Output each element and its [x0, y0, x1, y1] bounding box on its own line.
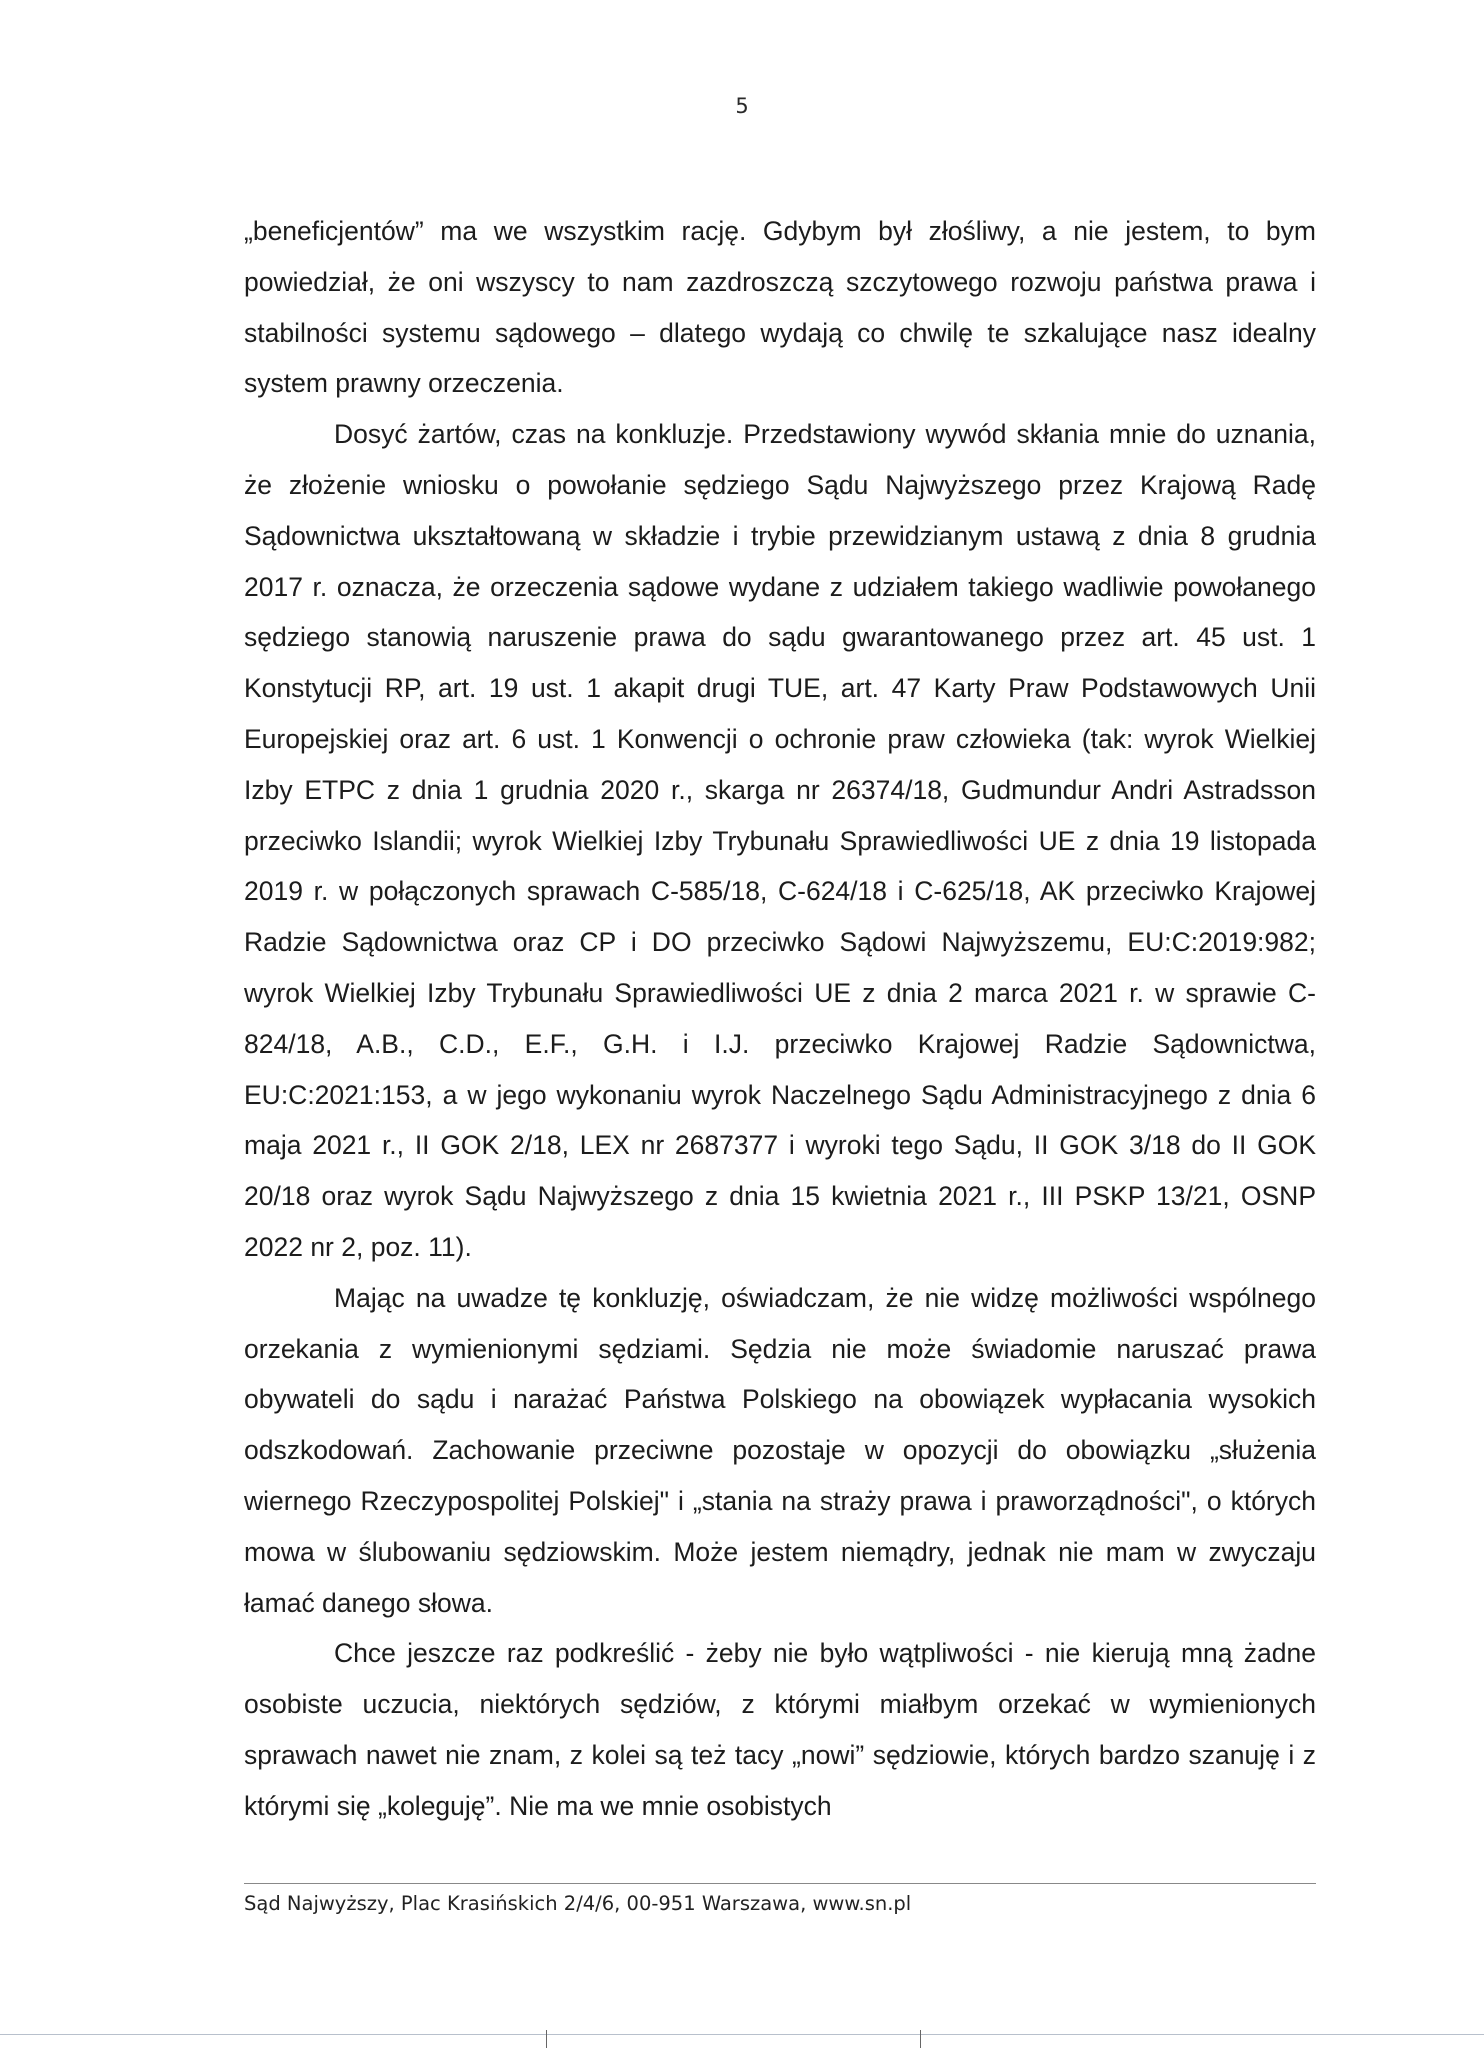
scan-edge-tick-right	[920, 2030, 921, 2048]
paragraph-2: Dosyć żartów, czas na konkluzje. Przedstawiony wywód skłania mnie do uznania, że złożenie wniosku o powołanie sędziego Sądu Najwyższego przez Krajową Radę Sądownictwa ukształtowaną w składzie i trybie przewidzianym ustawą z dnia 8 grudnia 2017 r. oznacza, że orzeczenia sądowe wydane z udziałem takiego wadliwie powołanego sędziego stanowią naruszenie prawa do sądu gwarantowanego przez art. 45 ust. 1 Konstytucji RP, art. 19 ust. 1 akapit drugi TUE, art. 47 Karty Praw Podstawowych Unii Europejskiej oraz art. 6 ust. 1 Konwencji o ochronie praw człowieka (tak: wyrok Wielkiej Izby ETPC z dnia 1 grudnia 2020 r., skarga nr 26374/18, Gudmundur Andri Astradsson przeciwko Islandii; wyrok Wielkiej Izby Trybunału Sprawiedliwości UE z dnia 19 listopada 2019 r. w połączonych sprawach C-585/18, C-624/18 i C-625/18, AK przeciwko Krajowej Radzie Sądownictwa oraz CP i DO przeciwko Sądowi Najwyższemu, EU:C:2019:982; wyrok Wielkiej Izby Trybunału Sprawiedliwości UE z dnia 2 marca 2021 r. w sprawie C-824/18, A.B., C.D., E.F., G.H. i I.J. przeciwko Krajowej Radzie Sądownictwa, EU:C:2021:153, a w jego wykonaniu wyrok Naczelnego Sądu Administracyjnego z dnia 6 maja 2021 r., II GOK 2/18, LEX nr 2687377 i wyroki tego Sądu, II GOK 3/18 do II GOK 20/18 oraz wyrok Sądu Najwyższego z dnia 15 kwietnia 2021 r., III PSKP 13/21, OSNP 2022 nr 2, poz. 11).	[244, 419, 1316, 1262]
document-body	[244, 206, 1316, 1832]
page-number: 5	[735, 94, 749, 118]
paragraph-1: „beneficjentów” ma we wszystkim rację. Gdybym był złośliwy, a nie jestem, to bym powiedział, że oni wszyscy to nam zazdroszczą szczytowego rozwoju państwa prawa i stabilności systemu sądowego – dlatego wydają co chwilę te szkalujące nasz idealny system prawny orzeczenia.	[244, 216, 1316, 399]
scan-edge-tick-left	[546, 2030, 547, 2048]
footer-address: Sąd Najwyższy, Plac Krasińskich 2/4/6, 00-951 Warszawa, www.sn.pl	[244, 1892, 912, 1915]
scan-edge-line	[0, 2034, 1484, 2035]
footer-divider	[244, 1883, 1316, 1884]
paragraph-3: Mając na uwadze tę konkluzję, oświadczam, że nie widzę możliwości wspólnego orzekania z wymienionymi sędziami. Sędzia nie może świadomie naruszać prawa obywateli do sądu i narażać Państwa Polskiego na obowiązek wypłacania wysokich odszkodowań. Zachowanie przeciwne pozostaje w opozycji do obowiązku „służenia wiernego Rzeczypospolitej Polskiej" i „stania na straży prawa i praworządności", o których mowa w ślubowaniu sędziowskim. Może jestem niemądry, jednak nie mam w zwyczaju łamać danego słowa.	[244, 1282, 1316, 1618]
paragraph-4: Chce jeszcze raz podkreślić - żeby nie było wątpliwości - nie kierują mną żadne osobiste uczucia, niektórych sędziów, z którymi miałbym orzekać w wymienionych sprawach nawet nie znam, z kolei są też tacy „nowi” sędziowie, których bardzo szanuję i z którymi się „koleguję”. Nie ma we mnie osobistych	[244, 1638, 1316, 1821]
